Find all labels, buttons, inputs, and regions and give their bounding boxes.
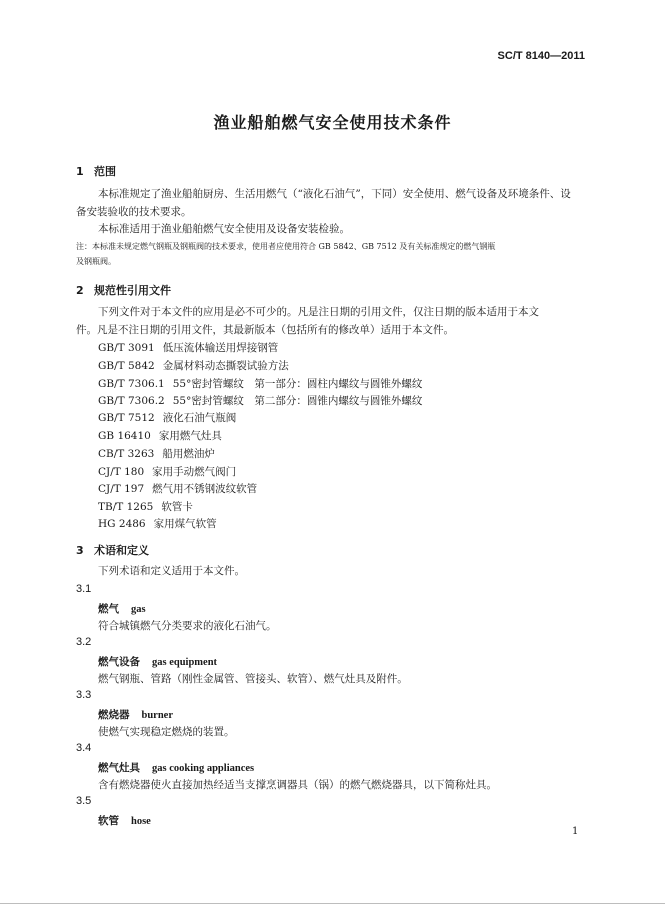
section-3-heading (76, 542, 149, 558)
reference-item (98, 499, 193, 514)
term-heading (98, 760, 254, 775)
reference-code: TB/T 1265 (98, 501, 154, 513)
reference-title: 燃气用不锈钢波纹软管 (152, 483, 258, 495)
reference-item (98, 428, 222, 443)
page-edge-line (0, 903, 665, 904)
term-number: 3.4 (76, 742, 92, 754)
reference-title: 55°密封管螺纹 第一部分：圆柱内螺纹与圆锥外螺纹 (172, 378, 423, 390)
term-number: 3.5 (76, 795, 92, 807)
reference-title: 家用煤气软管 (153, 518, 217, 530)
reference-item (98, 410, 236, 425)
reference-title: 液化石油气瓶阀 (162, 412, 237, 424)
reference-item (98, 481, 257, 496)
reference-title: 55°密封管螺纹 第二部分：圆锥内螺纹与圆锥外螺纹 (172, 395, 423, 407)
note: 及钢瓶阀。 (76, 257, 116, 266)
term-number: 3.2 (76, 636, 92, 648)
section-number: 3 (76, 544, 84, 557)
term-en: burner (141, 710, 173, 721)
reference-item (98, 358, 289, 373)
reference-item (98, 393, 422, 408)
term-heading (98, 601, 146, 616)
paragraph: 件。凡是不注日期的引用文件，其最新版本（包括所有的修改单）适用于本文件。 (76, 324, 454, 336)
term-en: gas cooking appliances (152, 763, 255, 774)
reference-code: GB/T 7306.1 (98, 378, 165, 390)
term-number: 3.3 (76, 689, 92, 701)
reference-title: 家用手动燃气阀门 (152, 466, 237, 478)
section-title: 范围 (94, 165, 116, 178)
paragraph: 下列术语和定义适用于本文件。 (98, 565, 245, 577)
section-2-heading (76, 282, 171, 298)
term-definition: 使燃气实现稳定燃烧的装置。 (98, 726, 235, 738)
term-definition: 含有燃烧器使火直接加热经适当支撑烹调器具（锅）的燃气燃烧器具，以下简称灶具。 (98, 779, 497, 791)
term-zh: 软管 (98, 815, 119, 827)
reference-item (98, 340, 278, 355)
term-heading (98, 813, 151, 828)
reference-title: 船用燃油炉 (162, 448, 215, 460)
reference-item (98, 464, 236, 479)
reference-title: 软管卡 (161, 501, 193, 513)
term-zh: 燃气 (98, 603, 119, 615)
term-zh: 燃气灶具 (98, 762, 140, 774)
reference-item (98, 516, 217, 531)
reference-title: 低压流体输送用焊接钢管 (162, 342, 279, 354)
reference-code: CJ/T 197 (98, 483, 145, 495)
paragraph: 备安装验收的技术要求。 (76, 206, 192, 218)
section-title: 规范性引用文件 (94, 284, 171, 297)
term-en: gas equipment (152, 657, 218, 668)
section-number: 1 (76, 165, 84, 178)
reference-code: CJ/T 180 (98, 466, 145, 478)
reference-item (98, 446, 215, 461)
reference-code: GB/T 5842 (98, 360, 155, 372)
reference-code: HG 2486 (98, 518, 146, 530)
term-definition: 符合城镇燃气分类要求的液化石油气。 (98, 620, 277, 632)
document-title: 渔业船舶燃气安全使用技术条件 (213, 113, 452, 132)
reference-code: CB/T 3263 (98, 448, 155, 460)
term-zh: 燃烧器 (98, 709, 130, 721)
document-code: SC/T 8140—2011 (497, 50, 585, 62)
reference-code: GB/T 7512 (98, 412, 155, 424)
term-zh: 燃气设备 (98, 656, 140, 668)
reference-title: 家用燃气灶具 (158, 430, 222, 442)
term-definition: 燃气钢瓶、管路（刚性金属管、管接头、软管）、燃气灶具及附件。 (98, 673, 408, 685)
paragraph: 下列文件对于本文件的应用是必不可少的。凡是注日期的引用文件，仅注日期的版本适用于本文 (98, 306, 539, 318)
term-en: hose (131, 816, 151, 827)
page-number: 1 (572, 826, 579, 837)
reference-item (98, 376, 422, 391)
section-title: 术语和定义 (94, 544, 149, 557)
term-heading (98, 654, 217, 669)
reference-title: 金属材料动态撕裂试验方法 (162, 360, 289, 372)
term-number: 3.1 (76, 583, 92, 595)
section-number: 2 (76, 284, 84, 297)
term-heading (98, 707, 173, 722)
paragraph: 本标准规定了渔业船舶厨房、生活用燃气（“液化石油气”，下同）安全使用、燃气设备及环境条件、设 (98, 188, 571, 200)
term-en: gas (131, 604, 146, 615)
reference-code: GB/T 3091 (98, 342, 155, 354)
section-1-heading (76, 163, 116, 179)
reference-code: GB 16410 (98, 430, 151, 442)
paragraph: 本标准适用于渔业船舶燃气安全使用及设备安装检验。 (98, 223, 350, 235)
note: 注：本标准未规定燃气钢瓶及钢瓶阀的技术要求，使用者应使用符合 GB 5842、GB 7512 及有关标准规定的燃气钢瓶 (76, 242, 496, 251)
reference-code: GB/T 7306.2 (98, 395, 165, 407)
